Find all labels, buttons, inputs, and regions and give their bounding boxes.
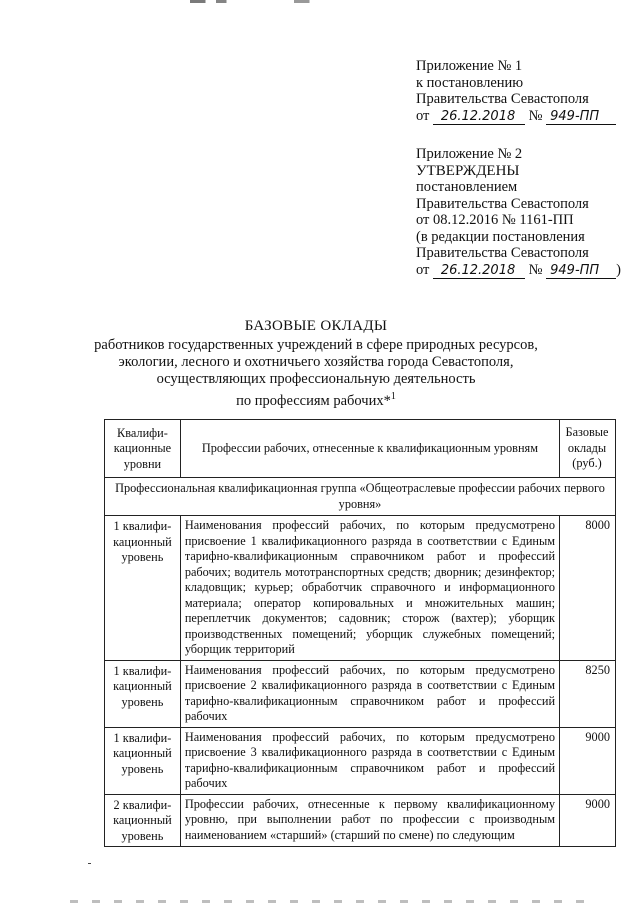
appendix-1-line1: Приложение № 1 bbox=[416, 58, 523, 74]
table-row bbox=[105, 794, 616, 847]
appendix-2-line1: Приложение № 2 bbox=[416, 146, 523, 162]
table-header-row bbox=[105, 420, 616, 478]
row-level: 1 квалифи-кационный уровень bbox=[105, 727, 181, 794]
salary-table bbox=[104, 419, 616, 847]
scan-artifact-top bbox=[190, 0, 450, 3]
appendix-2-line7: Правительства Севастополя bbox=[416, 245, 589, 261]
appendix-2-approved: УТВЕРЖДЕНЫ bbox=[416, 162, 520, 179]
table-row bbox=[105, 516, 616, 661]
row-professions: Наименования профессий рабочих, по которым предусмотрено присвоение 3 квалификационного разряда в соответствии с Единым тарифно-квалификационным справочником работ и профессий рабочих bbox=[180, 727, 559, 794]
document-subtitle-line1: работников государственных учреждений в сфере природных ресурсов, bbox=[94, 337, 538, 353]
row-salary: 9000 bbox=[560, 727, 616, 794]
appendix-2-line3: постановлением bbox=[416, 179, 518, 195]
appendix-2-ot: от bbox=[416, 261, 430, 278]
document-subtitle-line2: экологии, лесного и охотничьего хозяйства города Севастополя, bbox=[118, 354, 514, 370]
row-level: 1 квалифи-кационный уровень bbox=[105, 660, 181, 727]
scan-mark bbox=[88, 863, 91, 864]
row-salary: 9000 bbox=[560, 794, 616, 847]
appendix-1-line3: Правительства Севастополя bbox=[416, 91, 589, 107]
document-subtitle-line4: по профессиям рабочих* bbox=[236, 392, 391, 409]
table-row bbox=[105, 727, 616, 794]
group-title: Профессиональная квалификационная группа «Общеотраслевые профессии рабочих первого уровня» bbox=[105, 478, 616, 516]
appendix-2-line6: (в редакции постановления bbox=[416, 228, 585, 245]
header-salary: Базовые оклады (руб.) bbox=[560, 420, 616, 478]
document-subtitle-line3: осуществляющих профессиональную деятельность bbox=[156, 371, 476, 387]
footnote-mark: 1 bbox=[390, 391, 396, 402]
document-title-block bbox=[0, 318, 632, 410]
appendix-2-date: 26.12.2018 bbox=[433, 264, 525, 279]
appendix-2-line4: Правительства Севастополя bbox=[416, 195, 589, 212]
appendix-1-date: 26.12.2018 bbox=[433, 110, 525, 125]
appendix-2-no: № bbox=[528, 261, 543, 278]
header-level: Квалифи-кационные уровни bbox=[105, 420, 181, 478]
header-professions: Профессии рабочих, отнесенные к квалификационным уровням bbox=[180, 420, 559, 478]
appendix-1-header bbox=[416, 58, 616, 125]
row-professions: Профессии рабочих, отнесенные к первому квалификационному уровню, при выполнении работ по профессии с производным наименованием «старший» (старший по смене) по следующим bbox=[180, 794, 559, 847]
appendix-1-no: № bbox=[528, 107, 543, 124]
document-subtitle-line4-wrap bbox=[0, 388, 632, 410]
document-title: БАЗОВЫЕ ОКЛАДЫ bbox=[244, 318, 388, 334]
row-professions: Наименования профессий рабочих, по которым предусмотрено присвоение 1 квалификационного разряда в соответствии с Единым тарифно-квалификационным справочником работ и профессий рабочих; водитель мототранспортных средств; дворник; дезинфектор; кладовщик; курьер; обработчик справочного и информационного материала; оператор копировальных и множительных машин; переплетчик документов; садовник; сторож (вахтер); уборщик производственных помещений; уборщик служебных помещений; уборщик территорий bbox=[180, 516, 559, 661]
appendix-2-line5: от 08.12.2016 № 1161-ПП bbox=[416, 212, 574, 228]
scan-artifact-bottom bbox=[70, 900, 590, 903]
appendix-2-number: 949-ПП bbox=[546, 264, 616, 279]
row-salary: 8250 bbox=[560, 660, 616, 727]
row-level: 2 квалифи-кационный уровень bbox=[105, 794, 181, 847]
row-salary: 8000 bbox=[560, 516, 616, 661]
appendix-1-date-line bbox=[416, 108, 616, 125]
appendix-2-header bbox=[416, 146, 621, 279]
table-group-row bbox=[105, 478, 616, 516]
appendix-1-line2: к постановлению bbox=[416, 74, 524, 91]
appendix-1-ot: от bbox=[416, 107, 430, 124]
row-professions: Наименования профессий рабочих, по которым предусмотрено присвоение 2 квалификационного разряда в соответствии с Единым тарифно-квалификационным справочником работ и профессий рабочих bbox=[180, 660, 559, 727]
appendix-2-close: ) bbox=[616, 261, 621, 278]
appendix-1-number: 949-ПП bbox=[546, 110, 616, 125]
row-level: 1 квалифи-кационный уровень bbox=[105, 516, 181, 661]
table-row bbox=[105, 660, 616, 727]
appendix-2-date-line bbox=[416, 262, 621, 279]
